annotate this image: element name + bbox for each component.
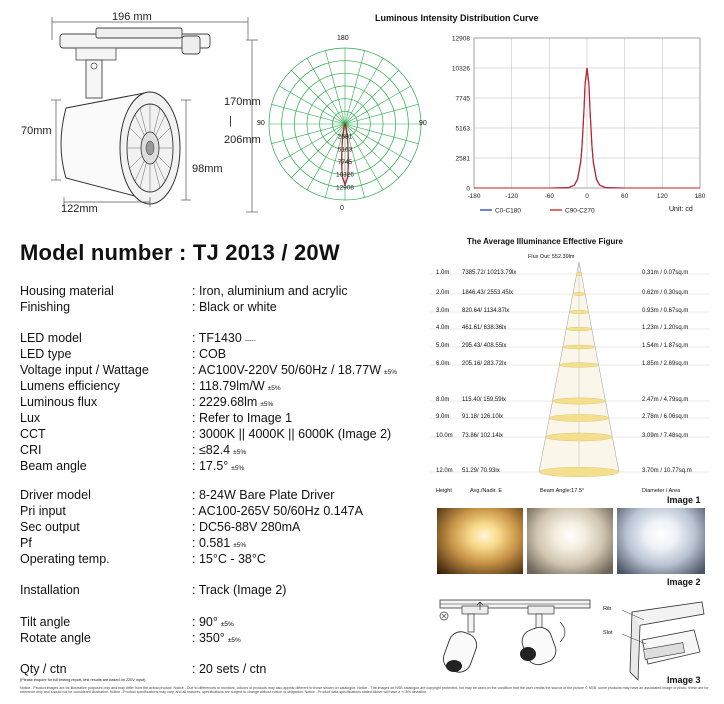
spec-row	[20, 284, 440, 300]
spec-row	[20, 552, 440, 568]
spec-value	[192, 443, 440, 459]
dim-height-206: 206mm	[224, 134, 261, 146]
spec-value	[192, 488, 440, 504]
y-tick-label: 2581	[455, 155, 470, 163]
line-chart-unit: Unit: cd	[669, 206, 693, 213]
qty-note: (Please enquire for full testing report, test results are based on 220V input)	[20, 678, 146, 682]
spec-value-text: : COB	[192, 347, 227, 361]
spec-key: Qty / ctn	[20, 662, 67, 676]
line-chart	[440, 34, 710, 219]
spec-value-text: : DC56-88V 280mA	[192, 520, 301, 534]
dim-height-170: 170mm	[224, 96, 261, 108]
spec-value-text: : Iron, aluminium and acrylic	[192, 284, 348, 298]
x-tick-label: -180	[467, 193, 481, 200]
spec-key: Operating temp.	[20, 552, 110, 566]
spec-value	[192, 427, 440, 443]
illum-diameter: 2.47m / 4.79sq.m	[642, 397, 689, 403]
x-tick-label: 60	[621, 193, 629, 200]
col-diam: Diameter / Area	[642, 488, 681, 494]
illum-value: 205.16/ 283.72lx	[462, 361, 507, 367]
spec-value	[192, 363, 440, 379]
specs-installation	[20, 583, 440, 599]
spec-value	[192, 379, 440, 395]
spec-value	[192, 395, 440, 411]
spec-tolerance: ±5%	[267, 385, 281, 392]
spec-row	[20, 347, 440, 363]
illum-diameter: 0.31m / 0.07sq.m	[642, 270, 689, 276]
image2-label: Image 2	[667, 577, 701, 587]
spec-value	[192, 662, 440, 678]
spec-key: Finishing	[20, 300, 71, 314]
spec-row	[20, 488, 440, 504]
dim-width-top: 196 mm	[112, 11, 152, 23]
illuminance-flux: Flux Out: 552.39lm	[528, 254, 575, 260]
col-beam: Beam Angle:17.5°	[540, 488, 585, 494]
spec-row	[20, 411, 440, 427]
spec-value	[192, 615, 440, 631]
spec-value	[192, 520, 440, 536]
specs-angles	[20, 615, 440, 647]
illum-spot	[539, 467, 619, 477]
illum-height: 6.0m	[436, 361, 450, 367]
spec-row	[20, 427, 440, 443]
illum-height: 9.0m	[436, 414, 450, 420]
spec-value	[192, 583, 440, 599]
y-tick-label: 12908	[451, 35, 470, 43]
spec-value-text: : 2229.68lm	[192, 395, 258, 409]
y-tick-label: 0	[466, 185, 470, 193]
spec-value-text: : Black or white	[192, 300, 277, 314]
illum-diameter: 0.62m / 0.30sq.m	[642, 290, 689, 296]
spec-tolerance: ±5%	[260, 401, 274, 408]
track-light-illustration	[0, 0, 260, 230]
x-tick-label: 0	[585, 193, 589, 200]
illum-value: 1846.43/ 2553.45lx	[462, 290, 514, 296]
illum-diameter: 1.23m / 1.20sq.m	[642, 325, 689, 331]
spec-value-text: : 350°	[192, 631, 225, 645]
spec-value-text: : 0.581	[192, 536, 231, 550]
spec-tolerance: ±5%	[233, 542, 247, 549]
line-chart-svg	[440, 34, 710, 219]
illum-height: 8.0m	[436, 397, 450, 403]
spec-key: Luminous flux	[20, 395, 98, 409]
spec-value-text: : 8-24W Bare Plate Driver	[192, 488, 335, 502]
image3-label: Image 3	[667, 675, 701, 685]
spec-row	[20, 615, 440, 631]
illum-spot	[576, 272, 582, 276]
model-title: Model number : TJ 2013 / 20W	[20, 240, 340, 265]
spec-tolerance: ±5%	[384, 369, 397, 376]
spec-tolerance: -----	[244, 337, 256, 344]
dim-height-70: 70mm	[21, 125, 52, 137]
x-tick-label: 180	[694, 193, 706, 200]
legend-label: C90-C270	[565, 207, 595, 215]
specs-led	[20, 331, 440, 475]
spec-value	[192, 411, 440, 427]
illum-height: 12.0m	[436, 468, 453, 474]
spec-row	[20, 300, 440, 316]
spec-value-text: : ≤82.4	[192, 443, 231, 457]
spec-row	[20, 331, 440, 347]
illum-spot	[559, 363, 598, 368]
spec-value	[192, 631, 440, 647]
illum-spot	[563, 345, 595, 349]
spec-key: Housing material	[20, 284, 114, 298]
spec-value	[192, 347, 440, 363]
spec-value	[192, 536, 440, 552]
spec-key: CRI	[20, 443, 42, 457]
spec-row	[20, 363, 440, 379]
x-tick-label: -120	[505, 193, 519, 200]
spec-key: CCT	[20, 427, 46, 441]
polar-label-right: 90	[419, 120, 427, 127]
x-tick-label: 120	[656, 193, 668, 200]
spec-value-text: : 3000K || 4000K || 6000K (Image 2)	[192, 427, 392, 441]
installation-illustration	[432, 592, 712, 684]
installation-drawing	[432, 592, 712, 684]
footer-notice: Notice - Product images are for illustrative purposes only and may differ from the actual product. Notice - Due to differences in monitors, colours of products may also appear different to those shown on catalogue. Notice - The images on NSB catalogue are copyright protected, but may be used on the condition that the user credits the source of the picture © NSB, some products may have an associated image or photo, these are for reference only and should not be considered illustrative. Notice - Product specifications may vary, and all features, specifications are subject to change without notice or obligation. Notice - Product data specifications stated above will have a +/-5% deviation.	[20, 686, 709, 695]
spec-row	[20, 395, 440, 411]
spec-tolerance: ±5%	[233, 449, 247, 456]
specs-material	[20, 284, 440, 316]
polar-ring-label: 10326	[335, 171, 355, 179]
illuminance-title: The Average Illuminance Effective Figure	[467, 237, 623, 246]
illum-height: 3.0m	[436, 308, 450, 314]
illum-height: 1.0m	[436, 270, 450, 276]
spec-row	[20, 583, 440, 599]
illum-spot	[573, 292, 585, 296]
illum-value: 820.64/ 1134.87lx	[462, 308, 510, 314]
spec-key: Pf	[20, 536, 32, 550]
illum-value: 51.29/ 70.93lx	[462, 468, 500, 474]
spec-row	[20, 504, 440, 520]
illum-diameter: 2.78m / 6.06sq.m	[642, 414, 689, 420]
image1-label: Image 1	[667, 495, 701, 505]
illum-value: 115.40/ 159.59lx	[462, 397, 506, 403]
spec-key: Sec output	[20, 520, 80, 534]
product-drawing	[0, 0, 260, 230]
y-tick-label: 7745	[455, 95, 470, 103]
polar-label-bottom: 0	[340, 205, 344, 212]
illum-diameter: 0.93m / 0.67sq.m	[642, 308, 689, 314]
illum-value: 7385.72/ 10213.79lx	[462, 270, 517, 276]
polar-diagram	[255, 34, 435, 214]
spec-value	[192, 331, 440, 347]
cct-6000k-image	[617, 508, 705, 574]
cct-4000k-image	[527, 508, 613, 574]
polar-label-top: 180	[337, 35, 349, 42]
polar-ring-label: 5163	[337, 146, 353, 154]
legend-label: C0-C180	[495, 207, 522, 215]
illum-value: 91.18/ 126.10lx	[462, 414, 504, 420]
spec-value-text: : 118.79lm/W	[192, 379, 265, 393]
specs-qty	[20, 662, 440, 678]
spec-tolerance: ±5%	[231, 465, 245, 472]
spec-key: Installation	[20, 583, 80, 597]
illum-spot	[569, 310, 588, 314]
spec-key: Driver model	[20, 488, 91, 502]
illum-diameter: 3.70m / 10.77sq.m	[642, 468, 692, 474]
polar-label-left: 90	[257, 120, 265, 127]
spec-row	[20, 536, 440, 552]
illum-spot	[549, 414, 608, 421]
spec-value-text: : 17.5°	[192, 459, 229, 473]
y-tick-label: 5163	[455, 125, 470, 133]
illum-value: 461.61/ 638.36lx	[462, 325, 507, 331]
dim-height-sep: |	[229, 115, 232, 127]
spec-tolerance: ±5%	[220, 621, 234, 628]
illum-diameter: 1.85m / 2.69sq.m	[642, 361, 689, 367]
polar-chart	[255, 34, 435, 214]
spec-key: LED model	[20, 331, 82, 345]
spec-key: Rotate angle	[20, 631, 91, 645]
col-height: Height	[436, 488, 452, 494]
spec-value-text: : AC100V-220V 50/60Hz / 18.77W	[192, 363, 382, 377]
spec-key: Tilt angle	[20, 615, 71, 629]
spec-key: Lumens efficiency	[20, 379, 120, 393]
col-avg: Avg./Nadir. E	[470, 488, 502, 494]
intensity-chart-title: Luminous Intensity Distribution Curve	[375, 13, 539, 23]
illum-spot	[546, 433, 613, 441]
dim-width-bottom: 122mm	[61, 203, 98, 215]
spec-key: Voltage input / Wattage	[20, 363, 149, 377]
illum-spot	[566, 327, 592, 331]
spec-key: LED type	[20, 347, 72, 361]
x-tick-label: -60	[544, 193, 555, 200]
spec-row	[20, 520, 440, 536]
install-label-slot: Slot	[603, 630, 613, 636]
spec-row	[20, 459, 440, 475]
spec-value-text: : AC100-265V 50/60Hz 0.147A	[192, 504, 363, 518]
spec-value	[192, 552, 440, 568]
illum-diameter: 3.09m / 7.48sq.m	[642, 433, 689, 439]
illum-height: 5.0m	[436, 343, 450, 349]
spec-key: Lux	[20, 411, 41, 425]
spec-value-text: : 15°C - 38°C	[192, 552, 266, 566]
polar-ring-label: 12908	[335, 184, 355, 192]
spec-value-text: : Track (Image 2)	[192, 583, 287, 597]
spec-value	[192, 284, 440, 300]
spec-row	[20, 443, 440, 459]
illum-spot	[553, 398, 606, 404]
spec-value-text: : 90°	[192, 615, 218, 629]
illum-height: 4.0m	[436, 325, 450, 331]
spec-key: Beam angle	[20, 459, 87, 473]
spec-tolerance: ±5%	[227, 637, 241, 644]
dim-height-98: 98mm	[192, 163, 223, 175]
spec-key: Pri input	[20, 504, 66, 518]
polar-ring-label: 2581	[337, 133, 353, 141]
spec-row	[20, 379, 440, 395]
y-tick-label: 10326	[451, 65, 470, 73]
spec-value	[192, 300, 440, 316]
spec-value	[192, 459, 440, 475]
specs-driver	[20, 488, 440, 568]
spec-value-text: : 20 sets / ctn	[192, 662, 267, 676]
illum-value: 73.86/ 102.14lx	[462, 433, 504, 439]
illum-value: 295.43/ 408.55lx	[462, 343, 507, 349]
illum-diameter: 1.54m / 1.87sq.m	[642, 343, 689, 349]
install-label-rib: Rib	[603, 606, 612, 612]
spec-value-text: : Refer to Image 1	[192, 411, 293, 425]
spec-row	[20, 631, 440, 647]
spec-row	[20, 662, 440, 678]
polar-ring-label: 7745	[337, 159, 353, 166]
illum-height: 2.0m	[436, 290, 450, 296]
spec-value-text: : TF1430	[192, 331, 242, 345]
cct-3000k-image	[437, 508, 523, 574]
illum-height: 10.0m	[436, 433, 453, 439]
spec-value	[192, 504, 440, 520]
